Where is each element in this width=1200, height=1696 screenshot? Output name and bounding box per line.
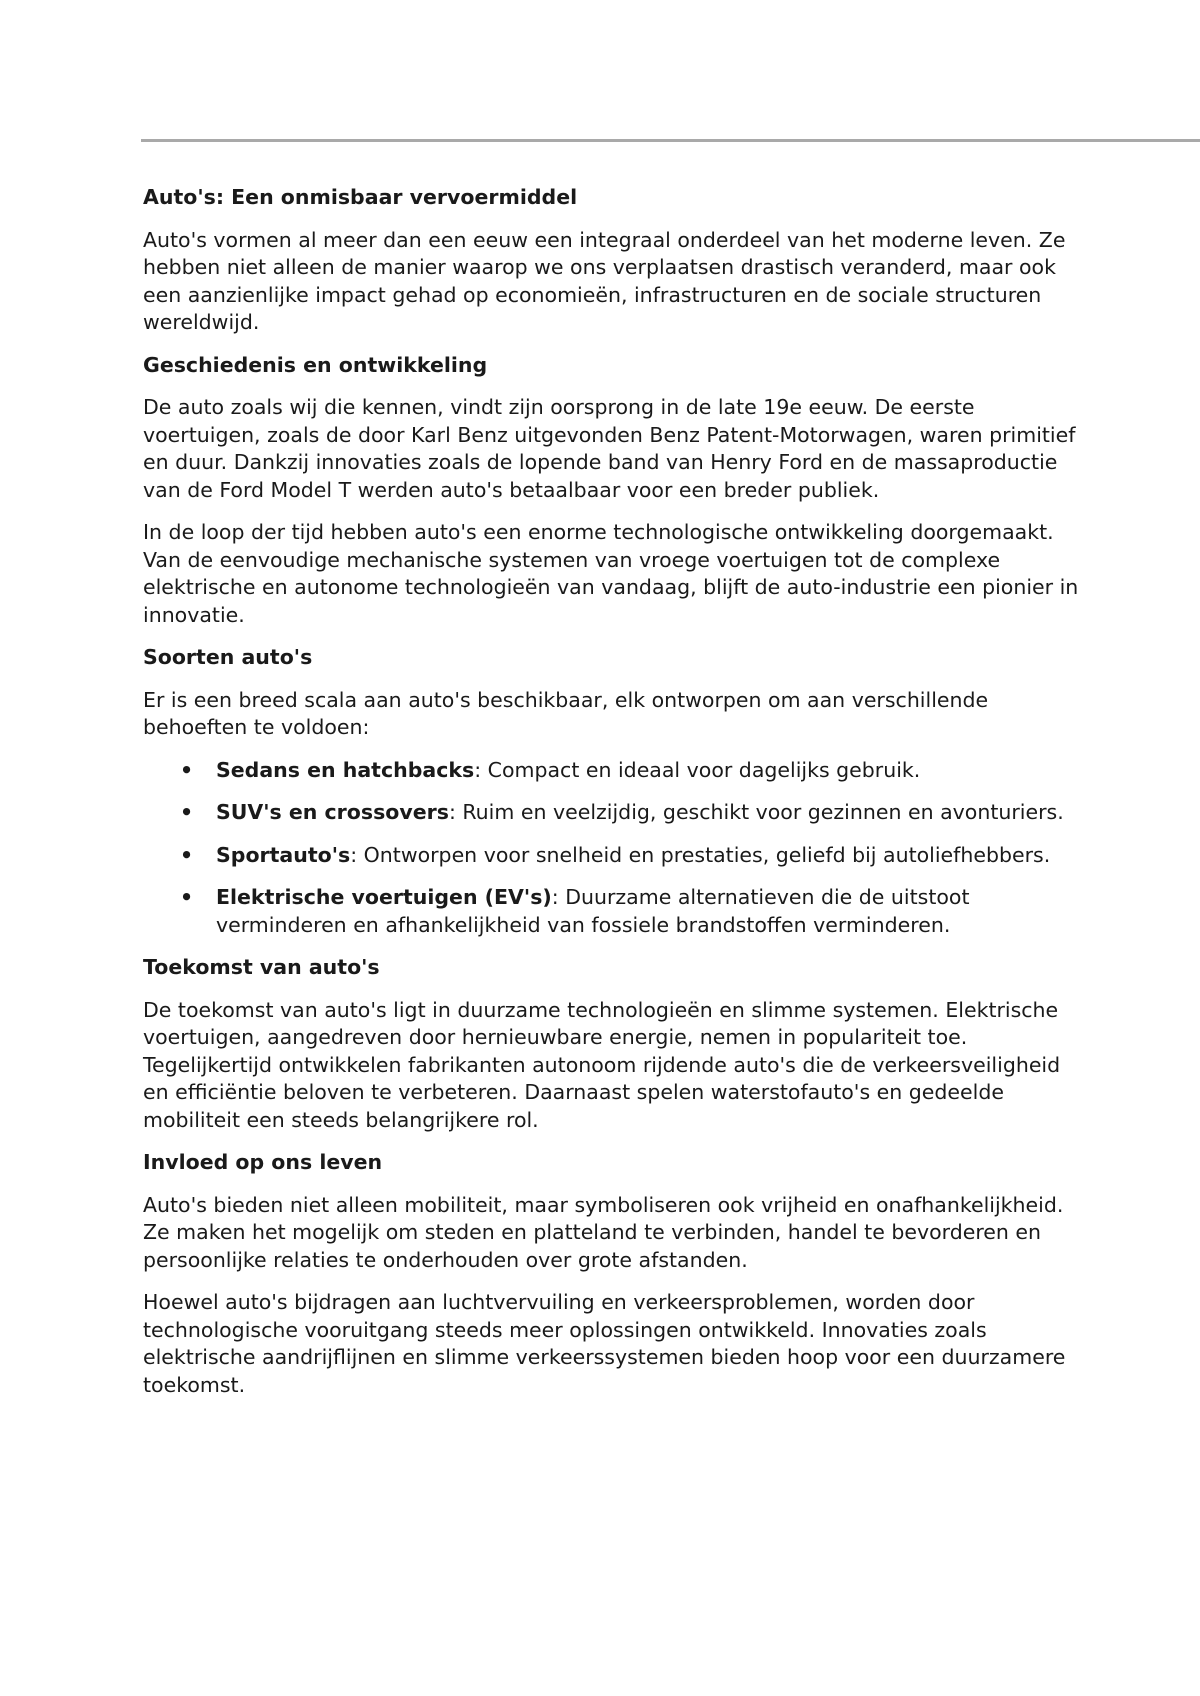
paragraph: In de loop der tijd hebben auto's een enorme technologische ontwikkeling doorgemaakt. Van de eenvoudige mechanische systemen van vroege voertuigen tot de complexe elektrische en autonome technologieën van vandaag, blijft de auto-industrie een pionier in innovatie. <box>143 520 1079 627</box>
list-item-text: : Ontworpen voor snelheid en prestaties, geliefd bij autoliefhebbers. <box>350 842 1051 867</box>
list-item <box>143 842 1083 870</box>
paragraph: Auto's bieden niet alleen mobiliteit, maar symboliseren ook vrijheid en onafhankelijkheid. Ze maken het mogelijk om steden en platteland te verbinden, handel te bevorderen en persoonlijke relaties te onderhouden over grote afstanden. <box>143 1192 1064 1272</box>
list-item <box>143 799 1083 827</box>
section-heading: Geschiedenis en ontwikkeling <box>143 352 488 377</box>
list-item-text: : Ruim en veelzijdig, geschikt voor gezinnen en avonturiers. <box>448 800 1064 824</box>
bullet: • <box>180 885 194 909</box>
bullet: • <box>180 757 194 782</box>
section-heading: Toekomst van auto's <box>143 955 380 979</box>
section-heading: Soorten auto's <box>143 645 313 669</box>
list-item-term: SUV's en crossovers <box>216 800 449 824</box>
bullet: • <box>180 800 194 824</box>
paragraph: Hoewel auto's bijdragen aan luchtvervuiling en verkeersproblemen, worden door technologische vooruitgang steeds meer oplossingen ontwikkeld. Innovaties zoals elektrische aandrijflijnen en slimme verkeerssystemen bieden hoop voor een duurzamere toekomst. <box>143 1290 1066 1397</box>
list-item-text: : Compact en ideaal voor dagelijks gebruik. <box>474 757 921 782</box>
paragraph: De toekomst van auto's ligt in duurzame technologieën en slimme systemen. Elektrische voertuigen, aangedreven door hernieuwbare energie, nemen in populariteit toe. Tegelijkertijd ontwikkelen fabrikanten autonoom rijdende auto's die de verkeersveiligheid en efficiëntie beloven te verbeteren. Daarnaast spelen waterstofauto's en gedeelde mobiliteit een steeds belangrijkere rol. <box>143 997 1061 1132</box>
document-body <box>143 184 1083 1414</box>
list-item <box>143 757 1083 785</box>
paragraph: De auto zoals wij die kennen, vindt zijn oorsprong in de late 19e eeuw. De eerste voertuigen, zoals de door Karl Benz uitgevonden Benz Patent-Motorwagen, waren primitief en duur. Dankzij innovaties zoals de lopende band van Henry Ford en de massaproductie van de Ford Model T werden auto's betaalbaar voor een breder publiek. <box>143 395 1076 502</box>
list-item-term: Elektrische voertuigen (EV's) <box>216 885 552 909</box>
list-item <box>143 884 1083 939</box>
bullet: • <box>180 842 194 867</box>
section-heading: Invloed op ons leven <box>143 1150 383 1174</box>
list-item-term: Sedans en hatchbacks <box>216 757 475 782</box>
paragraph: Er is een breed scala aan auto's beschikbaar, elk ontworpen om aan verschillende behoeften te voldoen: <box>143 687 989 739</box>
car-types-list <box>143 757 1083 940</box>
list-item-text: : Duurzame alternatieven die de uitstoot verminderen en afhankelijkheid van fossiele brandstoffen verminderen. <box>216 885 970 937</box>
section-heading: Auto's: Een onmisbaar vervoermiddel <box>143 185 578 209</box>
list-item-term: Sportauto's <box>216 842 351 867</box>
paragraph: Auto's vormen al meer dan een eeuw een integraal onderdeel van het moderne leven. Ze hebben niet alleen de manier waarop we ons verplaatsen drastisch veranderd, maar ook een aanzienlijke impact gehad op economieën, infrastructuren en de sociale structuren wereldwijd. <box>143 227 1066 334</box>
header-divider <box>141 139 1200 142</box>
